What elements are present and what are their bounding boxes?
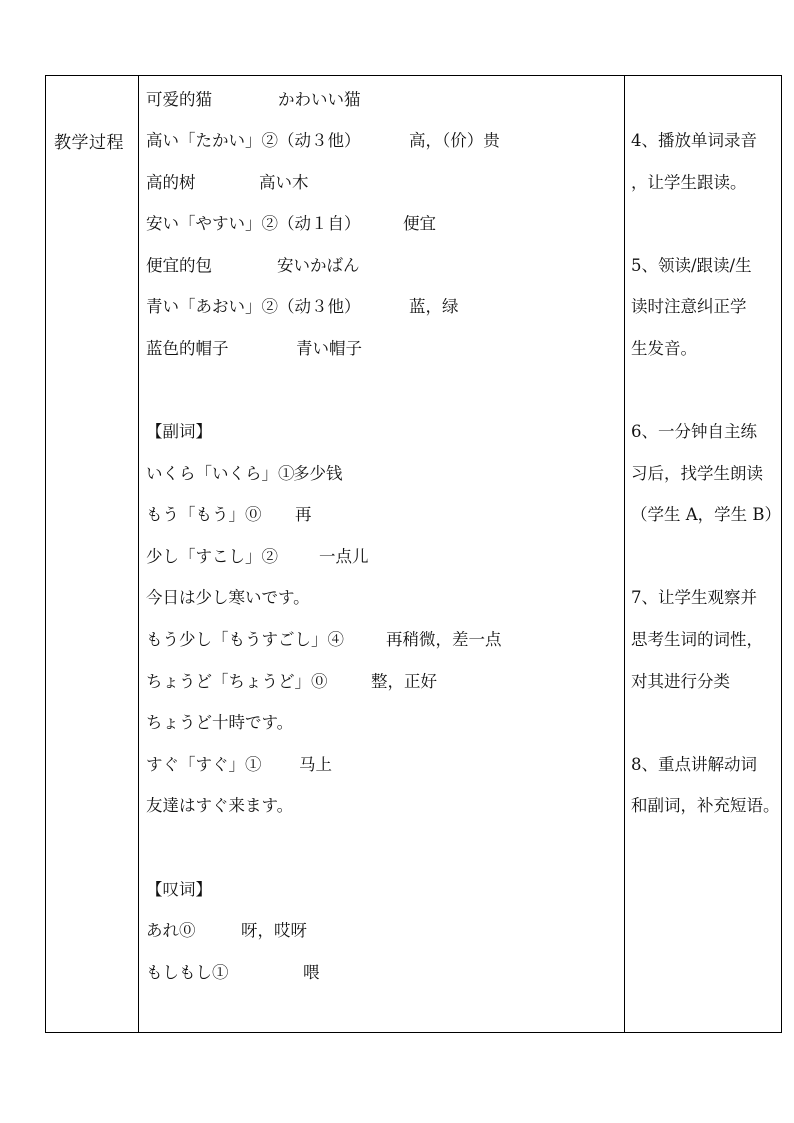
section-heading-interjections: 【叹词】 (146, 880, 212, 899)
step-line: 思考生词的词性， (631, 630, 763, 649)
vocab-line: 青い「あおい」②（动３他） 蓝，绿 (146, 297, 459, 316)
section-heading-adverbs: 【副词】 (146, 422, 212, 441)
step-line: 8、重点讲解动词 (631, 755, 757, 774)
step-line: 5、领读/跟读/生 (631, 256, 752, 275)
vocab-line: すぐ「すぐ」① 马上 (146, 755, 332, 774)
row-label: 教学过程 (54, 133, 124, 153)
step-line: 4、播放单词录音 (631, 131, 757, 150)
example-sentence: ちょうど十時です。 (146, 713, 294, 732)
example-sentence: 友達はすぐ来ます。 (146, 796, 294, 815)
vocab-line: 便宜的包 安いかばん (146, 256, 360, 275)
column-divider-right (624, 76, 625, 1032)
vocab-line: 可爱的猫 かわいい猫 (146, 90, 361, 109)
vocab-line: もう少し「もうすごし」④ 再稍微，差一点 (146, 630, 502, 649)
vocab-line: あれ⓪ 呀，哎呀 (146, 921, 307, 940)
vocab-line: 蓝色的帽子 青い帽子 (146, 339, 362, 358)
vocab-line: 安い「やすい」②（动１自） 便宜 (146, 214, 436, 233)
step-line: 和副词，补充短语。 (631, 796, 780, 815)
step-line: 对其进行分类 (631, 672, 730, 691)
vocab-line: ちょうど「ちょうど」⓪ 整，正好 (146, 672, 437, 691)
column-divider-left (138, 76, 139, 1032)
step-line: 习后，找学生朗读 (631, 464, 763, 483)
step-line: 6、一分钟自主练 (631, 422, 757, 441)
step-line: （学生 A，学生 B） (631, 505, 782, 524)
vocab-line: 高い「たかい」②（动３他） 高，（价）贵 (146, 131, 500, 150)
example-sentence: 今日は少し寒いです。 (146, 588, 310, 607)
step-line: 生发音。 (631, 339, 697, 358)
step-line: 7、让学生观察并 (631, 588, 757, 607)
vocab-line: もしもし① 喂 (146, 963, 320, 982)
step-line: 读时注意纠正学 (631, 297, 747, 316)
vocab-line: 高的树 高い木 (146, 173, 309, 192)
vocab-line: いくら「いくら」① 多少钱 (146, 464, 343, 483)
lesson-table (45, 75, 782, 1033)
vocab-line: 少し「すこし」② 一点儿 (146, 547, 369, 566)
vocab-line: もう「もう」⓪ 再 (146, 505, 312, 524)
step-line: ，让学生跟读。 (631, 173, 747, 192)
